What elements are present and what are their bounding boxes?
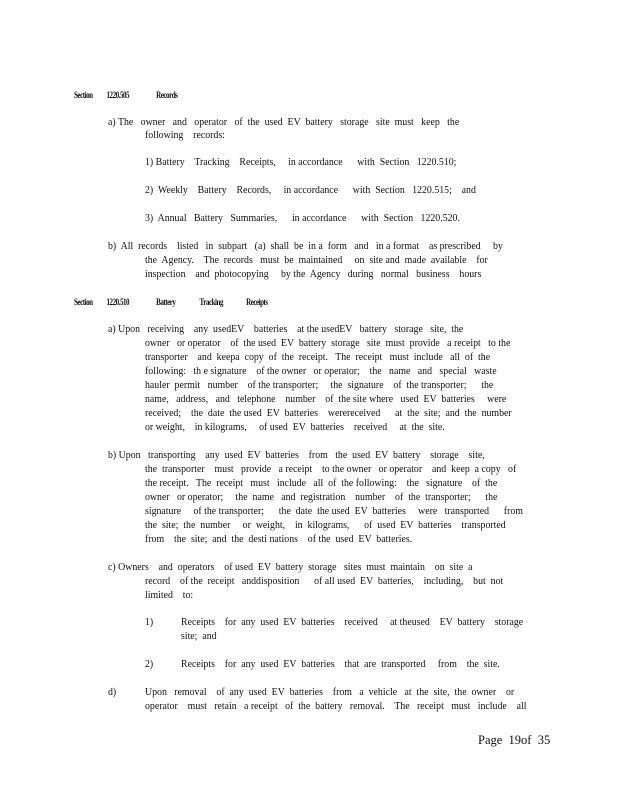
paragraph-b-line: b) Upon transporting any used EV batteries from the used EV battery storage site,	[108, 450, 485, 461]
paragraph-c-line: limited to:	[145, 590, 194, 601]
section-title-word: Tracking	[199, 297, 223, 307]
section-number: 1220.510	[106, 297, 130, 307]
section-label: Section	[74, 297, 93, 307]
section-number: 1220.505	[106, 90, 130, 100]
paragraph-a-line: hauler permit number of the transporter; the signature of the transporter; the	[145, 380, 494, 391]
record-item: 1) Battery Tracking Receipts, in accordance with Section 1220.510;	[145, 157, 457, 168]
paragraph-c-line: record of the receipt anddisposition of all used EV batteries, including, but not	[145, 576, 504, 587]
receipt-item-number: 1)	[145, 617, 154, 628]
paragraph-a-line: a) The owner and operator of the used EV battery storage site must keep the	[108, 117, 460, 128]
receipt-item-number: 2)	[145, 659, 154, 670]
receipt-item-line: Receipts for any used EV batteries that are transported from the site.	[181, 659, 500, 670]
paragraph-d-number: d)	[108, 687, 117, 698]
record-item: 2) Weekly Battery Records, in accordance with Section 1220.515; and	[145, 185, 476, 196]
paragraph-b-line: from the site; and the desti nations of the used EV batteries.	[145, 534, 413, 545]
section-title: Records	[156, 90, 178, 100]
paragraph-b-line: the receipt. The receipt must include all of the following: the signature of the	[145, 478, 498, 489]
page-number: Page 19of 35	[478, 733, 551, 747]
paragraph-a-line: owner or operator of the used EV battery storage site must provide a receipt to the	[145, 338, 511, 349]
paragraph-a-line: received; the date the used EV batteries werereceived at the site; and the number	[145, 408, 512, 419]
paragraph-b-line: b) All records listed in subpart (a) shall be in a form and in a format as prescribed by	[108, 241, 503, 252]
paragraph-b-line: the site; the number or weight, in kilograms, of used EV batteries transported	[145, 520, 506, 531]
paragraph-d-line: operator must retain a receipt of the battery removal. The receipt must include all	[145, 701, 527, 712]
paragraph-a-line: or weight, in kilograms, of used EV batteries received at the site.	[145, 422, 445, 433]
section-title-word: Battery	[156, 297, 176, 307]
record-item: 3) Annual Battery Summaries, in accordance with Section 1220.520.	[145, 213, 460, 224]
paragraph-b-line: the transporter must provide a receipt to the owner or operator and keep a copy of	[145, 464, 517, 475]
paragraph-a-line: following: th e signature of the owner or operator; the name and special waste	[145, 366, 497, 377]
paragraph-b-line: signature of the transporter; the date the used EV batteries were transported from	[145, 506, 523, 517]
paragraph-b-line: inspection and photocopying by the Agency during normal business hours	[145, 269, 482, 280]
paragraph-a-line: name, address, and telephone number of the site where used EV batteries were	[145, 394, 507, 405]
receipt-item-line: site; and	[181, 631, 217, 642]
paragraph-b-line: owner or operator; the name and registration number of the transporter; the	[145, 492, 498, 503]
section-1220-505-heading	[74, 90, 177, 100]
section-label: Section	[74, 90, 93, 100]
section-1220-510-heading	[74, 297, 268, 307]
paragraph-b-line: the Agency. The records must be maintained on site and made available for	[145, 255, 488, 266]
paragraph-c-line: c) Owners and operators of used EV battery storage sites must maintain on site a	[108, 562, 473, 573]
paragraph-a-line: transporter and keepa copy of the receipt. The receipt must include all of the	[145, 352, 491, 363]
receipt-item-line: Receipts for any used EV batteries received at theused EV battery storage	[181, 617, 524, 628]
paragraph-a-line: following records:	[145, 130, 225, 141]
paragraph-a-line: a) Upon receiving any usedEV batteries at the usedEV battery storage site, the	[108, 324, 464, 335]
paragraph-d-line: Upon removal of any used EV batteries from a vehicle at the site, the owner or	[145, 687, 515, 698]
section-title-word: Receipts	[246, 297, 268, 307]
